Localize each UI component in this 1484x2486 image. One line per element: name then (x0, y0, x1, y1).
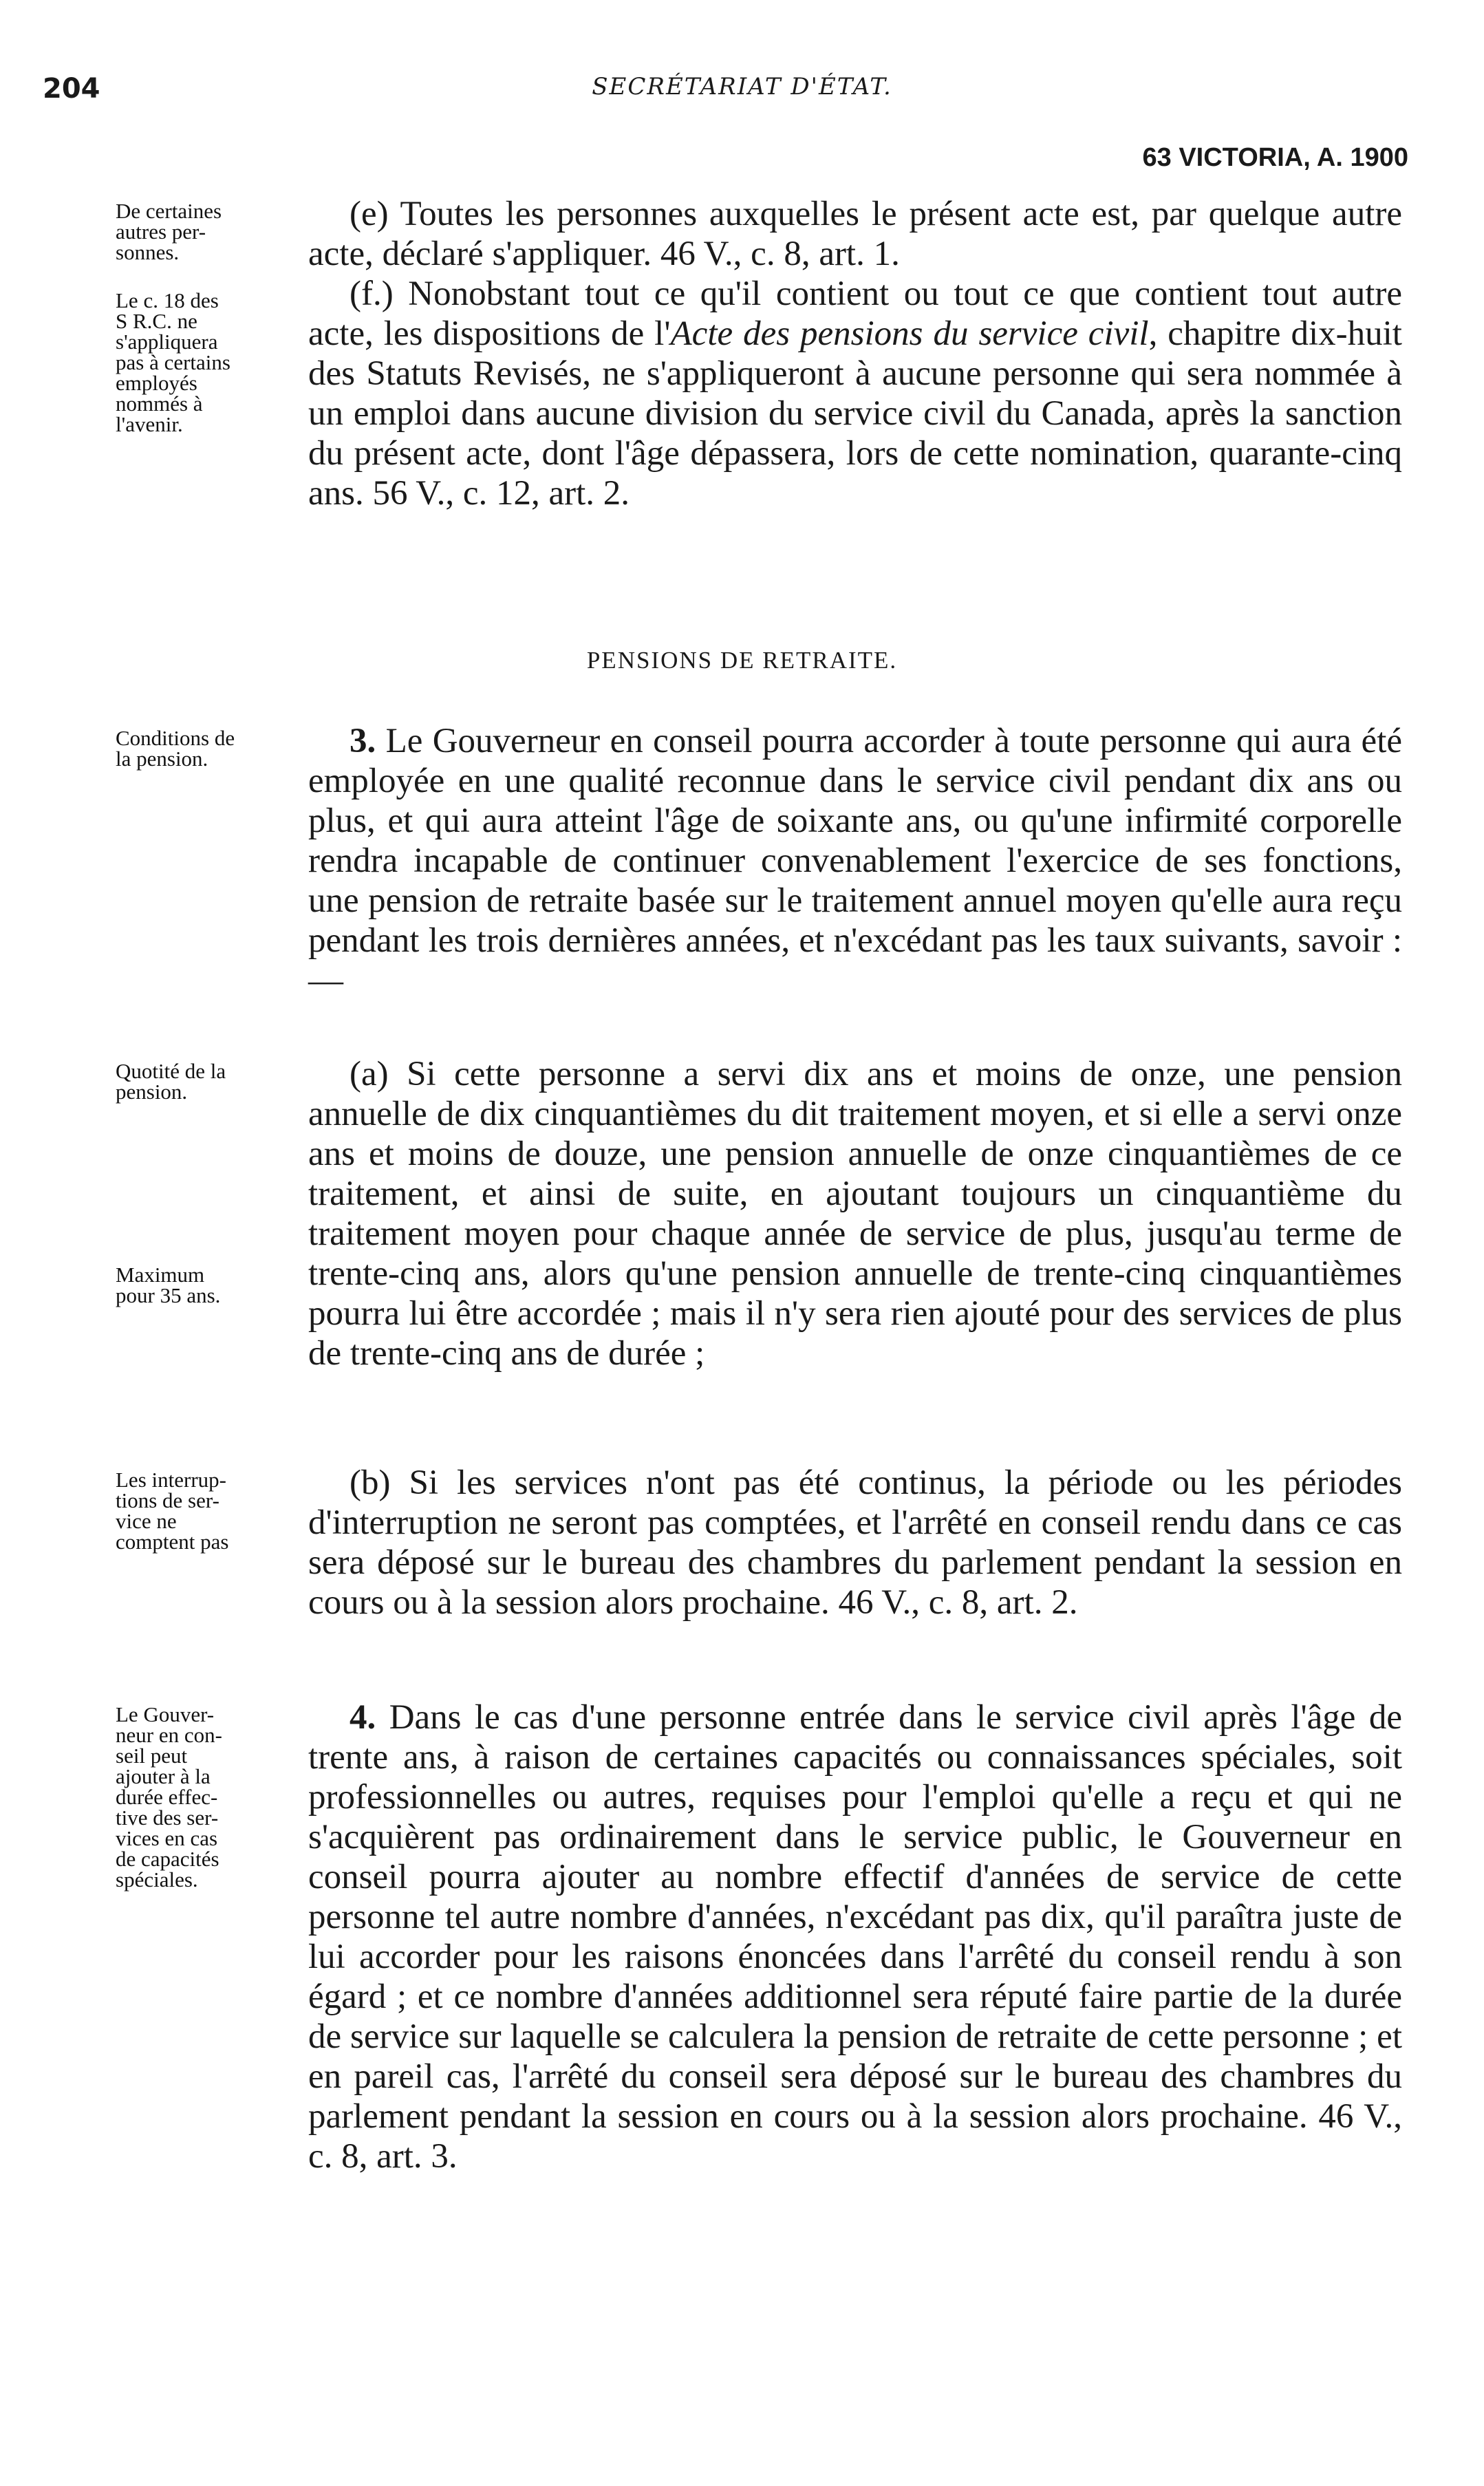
note-line: comptent pas (116, 1530, 229, 1554)
note-line: Quotité de la (116, 1059, 226, 1083)
note-line: nommés à (116, 392, 203, 416)
note-line: ajouter à la (116, 1764, 211, 1788)
note-line: pension. (116, 1080, 188, 1104)
margin-note-maximum (116, 1265, 301, 1306)
note-line: vices en cas (116, 1826, 218, 1850)
clause-text: Si les services n'ont pas été continus, la période ou les périodes d'interruption ne seront pas comptées, et l'arrêté en conseil rendu dans ce cas sera déposé sur le bureau des chambres du parlement pendant la session en cours ou à la session alors prochaine. 46 V., c. 8, art. 2. (308, 1464, 1402, 1622)
note-line: l'avenir. (116, 412, 183, 436)
clause-label: (f.) (350, 275, 394, 313)
clause-text: Toutes les personnes auxquelles le présent acte est, par quelque autre acte, déclaré s'appliquer. 46 V., c. 8, art. 1. (308, 195, 1402, 273)
margin-note-chapitre-18 (116, 290, 301, 435)
act-title: Acte des pensions du service civil (670, 314, 1149, 353)
page-number: 204 (43, 73, 100, 105)
note-line: Le c. 18 des (116, 288, 219, 312)
note-line: pas à certains (116, 350, 230, 374)
clause-text: Si cette personne a servi dix ans et moins de onze, une pension annuelle de dix cinquantièmes du dit traitement moyen, et si elle a servi onze ans et moins de douze, une pension annuelle de onze cinquantièmes de ce traitement, et ainsi de suite, en ajoutant toujours un cinquantième du traitement moyen pour chaque année de service de plus, jusqu'au terme de trente-cinq ans, alors qu'une pension annuelle de trente-cinq cinquantièmes pourra lui être accordée ; mais il n'y sera rien ajouté pour des services de plus de trente-cinq ans de durée ; (308, 1055, 1403, 1373)
note-line: la pension. (116, 747, 208, 771)
section-4 (308, 1697, 1402, 2176)
note-line: seil peut (116, 1744, 188, 1768)
note-line: de capacités (116, 1847, 219, 1871)
note-line: durée effec- (116, 1785, 218, 1809)
paragraph-b (308, 1463, 1402, 1622)
section-heading: PENSIONS DE RETRAITE. (586, 647, 898, 674)
section-text: Dans le cas d'une personne entrée dans le service civil après l'âge de trente ans, à raison de certaines capacités ou connaissances spéciales, soit professionnelles ou autres, requises pour l'emploi qu'elle a reçu et qui ne s'acquièrent pas ordinairement dans le service public, le Gouverneur en conseil pourra ajouter au nombre effectif d'années de service de cette personne tel autre nombre d'années, n'excédant pas dix, qu'il paraîtra juste de lui accorder pour les raisons énoncées dans l'arrêté du conseil rendu à son égard ; et ce nombre d'années additionnel sera réputé faire partie de la durée de service sur laquelle se calculera la pension de retraite de cette personne ; et en pareil cas, l'arrêté du conseil sera déposé sur le bureau des chambres du parlement pendant la session en cours ou à la session alors prochaine. 46 V., c. 8, art. 3. (308, 1698, 1402, 2176)
clause-text: , chapitre dix-huit des Statuts Revisés, ne s'appliqueront à aucune personne qui sera nommée à un emploi dans aucune division du service civil du Canada, après la sanction du présent acte, dont l'âge dépassera, lors de cette nomination, quarante-cinq ans. 56 V., c. 12, art. 2. (308, 314, 1402, 513)
note-line: neur en con- (116, 1723, 222, 1747)
note-line: pour 35 ans. (116, 1283, 221, 1307)
section-number: 3. (350, 722, 376, 760)
note-line: employés (116, 371, 197, 395)
margin-note-gouverneur (116, 1704, 301, 1890)
margin-note-quotite (116, 1061, 301, 1102)
paragraph-f (308, 274, 1402, 513)
note-line: vice ne (116, 1509, 177, 1533)
section-text: Le Gouverneur en conseil pourra accorder à toute personne qui aura été employée en une qualité reconnue dans le service civil pendant dix ans ou plus, et qui aura atteint l'âge de soixante ans, ou qu'une infirmité corporelle rendra incapable de continuer convenablement l'exercice de ses fonctions, une pension de retraite basée sur le traitement annuel moyen qu'elle aura reçu pendant les trois dernières années, et n'excédant pas les taux suivants, savoir : — (308, 722, 1402, 1000)
note-line: s'appliquera (116, 330, 218, 354)
clause-text: Nonobstant tout ce qu'il contient ou tout ce que contient tout autre acte, les dispositions de l' (308, 275, 1402, 353)
note-line: Conditions de (116, 726, 235, 750)
section-number: 4. (350, 1698, 376, 1737)
margin-note-interruptions (116, 1470, 301, 1552)
section-3 (308, 721, 1402, 1000)
note-line: De certaines (116, 199, 222, 223)
note-line: S R.C. ne (116, 309, 197, 333)
note-line: tions de ser- (116, 1488, 219, 1512)
margin-note-autres-personnes (116, 201, 301, 263)
running-title: SECRÉTARIAT D'ÉTAT. (592, 73, 892, 100)
margin-note-conditions (116, 728, 301, 769)
note-line: Les interrup- (116, 1468, 226, 1492)
note-line: tive des ser- (116, 1805, 219, 1830)
note-line: autres per- (116, 219, 206, 244)
clause-label: (a) (350, 1055, 389, 1093)
clause-label: (b) (350, 1464, 391, 1502)
note-line: Maximum (116, 1263, 205, 1287)
session-reference: 63 VICTORIA, A. 1900 (1142, 143, 1408, 172)
note-line: Le Gouver- (116, 1702, 215, 1726)
note-line: sonnes. (116, 240, 180, 264)
note-line: spéciales. (116, 1867, 198, 1892)
paragraph-a (308, 1054, 1402, 1373)
clause-label: (e) (350, 195, 389, 233)
paragraph-e (308, 194, 1402, 274)
